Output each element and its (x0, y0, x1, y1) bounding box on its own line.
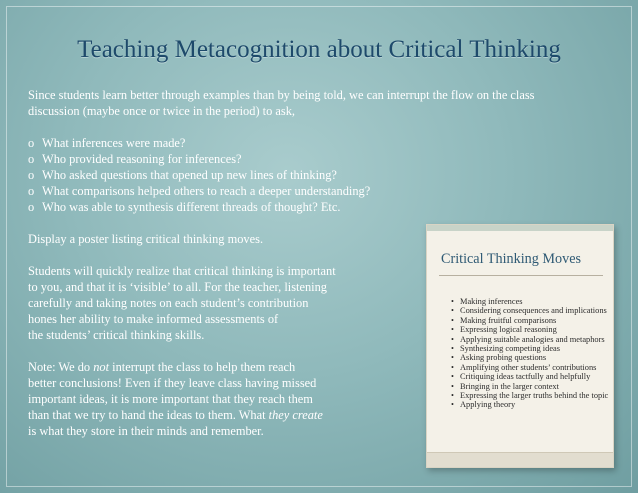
question-text: Who asked questions that opened up new lines of thinking? (42, 168, 337, 182)
note-emphasis: not (93, 360, 110, 374)
note-text: important ideas, it is more important that they reach them (28, 392, 313, 406)
poster-item: • Asking probing questions (451, 353, 609, 362)
poster-item: • Critiquing ideas tactfully and helpfully (451, 372, 609, 381)
note-text: Note: We do (28, 360, 94, 374)
question-text: What inferences were made? (42, 136, 186, 150)
realize-line: Students will quickly realize that critical thinking is important (28, 264, 336, 278)
note-text: better conclusions! Even if they leave class having missed (28, 376, 317, 390)
question-item (28, 183, 588, 199)
bullet-marker: o (28, 152, 35, 166)
poster-footer-strip (427, 452, 613, 467)
poster-item: • Considering consequences and implications (451, 306, 609, 315)
realize-line: to you, and that it is ‘visible’ to all. For the teacher, listening (28, 280, 327, 294)
poster-item: • Amplifying other students’ contributions (451, 363, 609, 372)
question-list (28, 135, 588, 215)
note-text: than that we try to hand the ideas to them. What (28, 408, 269, 422)
question-item (28, 135, 588, 151)
poster-list (451, 297, 609, 410)
note-text: is what they store in their minds and remember. (28, 424, 264, 438)
question-text: What comparisons helped others to reach a deeper understanding? (42, 184, 371, 198)
poster-item: • Applying suitable analogies and metaphors (451, 335, 609, 344)
poster-divider (439, 275, 603, 276)
note-emphasis: they create (268, 408, 323, 422)
question-text: Who provided reasoning for inferences? (42, 152, 242, 166)
poster-item: • Synthesizing competing ideas (451, 344, 609, 353)
poster-item: • Making fruitful comparisons (451, 316, 609, 325)
intro-paragraph: Since students learn better through examples than by being told, we can interrupt the flow on the class discussion (maybe once or twice in the period) to ask, (28, 88, 535, 118)
question-item (28, 199, 588, 215)
poster-item: • Applying theory (451, 400, 609, 409)
question-item (28, 151, 588, 167)
poster-item: • Making inferences (451, 297, 609, 306)
bullet-marker: o (28, 200, 35, 214)
question-item (28, 167, 588, 183)
poster-item: • Bringing in the larger context (451, 382, 609, 391)
realize-line: the students’ critical thinking skills. (28, 328, 205, 342)
note-text: interrupt the class to help them reach (109, 360, 296, 374)
slide-title: Teaching Metacognition about Critical Thinking (77, 36, 561, 63)
question-text: Who was able to synthesis different threads of thought? Etc. (42, 200, 341, 214)
bullet-marker: o (28, 136, 35, 150)
poster-item: • Expressing logical reasoning (451, 325, 609, 334)
bullet-marker: o (28, 168, 35, 182)
realize-line: hones her ability to make informed assessments of (28, 312, 279, 326)
poster-item: • Expressing the larger truths behind the topic (451, 391, 609, 400)
critical-thinking-poster (426, 224, 614, 468)
bullet-marker: o (28, 184, 35, 198)
poster-title: Critical Thinking Moves (441, 251, 582, 267)
realize-line: carefully and taking notes on each student’s contribution (28, 296, 309, 310)
poster-paragraph: Display a poster listing critical thinking moves. (28, 232, 264, 246)
